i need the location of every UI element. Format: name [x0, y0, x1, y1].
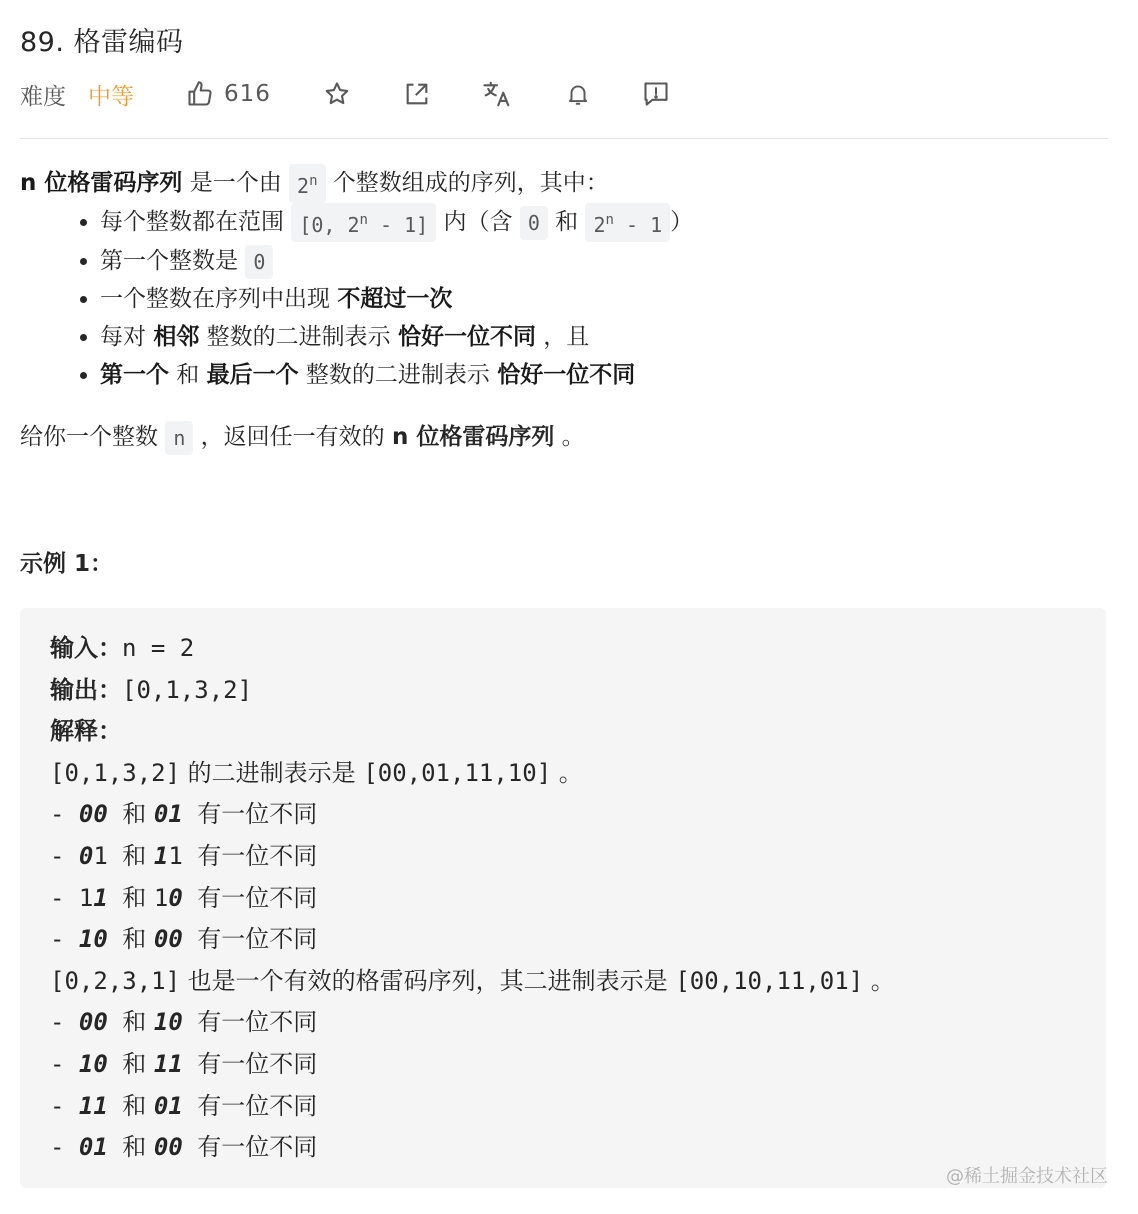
feedback-button[interactable]: [642, 78, 670, 110]
notification-button[interactable]: [565, 78, 591, 110]
intro-text: 是一个由: [182, 170, 290, 196]
task-statement: 给你一个整数 n ，返回任一有效的 n 位格雷码序列 。: [20, 418, 585, 456]
thumbs-up-icon: [186, 80, 214, 108]
example-output: 输出：[0,1,3,2]: [50, 675, 253, 704]
example-line: - 01 和 00 有一位不同: [50, 1133, 318, 1162]
inline-code: [0, 2$^n$ - 1]: [291, 203, 436, 242]
share-button[interactable]: [403, 78, 431, 110]
rule-item: 每对 相邻 整数的二进制表示 恰好一位不同 ，且: [20, 318, 1110, 356]
example-line: - 10 和 11 有一位不同: [50, 1049, 318, 1078]
example-line: - 01 和 11 有一位不同: [50, 841, 318, 870]
intro-term: n 位格雷码序列: [20, 170, 183, 196]
inline-code: 0: [520, 206, 548, 240]
feedback-icon: [642, 80, 670, 108]
rule-item: 第一个 和 最后一个 整数的二进制表示 恰好一位不同: [20, 356, 1110, 394]
example-line: - 11 和 10 有一位不同: [50, 883, 318, 912]
inline-code: n: [165, 421, 193, 455]
difficulty-value: 中等: [88, 83, 134, 110]
example-input: 输入：n = 2: [50, 634, 195, 662]
like-count: 616: [224, 81, 271, 107]
problem-title: 89. 格雷编码: [20, 27, 184, 58]
inline-code: 2$^n$ - 1: [585, 203, 670, 242]
example-line: [0,2,3,1] 也是一个有效的格雷码序列，其二进制表示是 [00,10,11,01] 。: [50, 966, 895, 995]
inline-code: 2$^n$: [289, 164, 325, 203]
example-line: - 00 和 01 有一位不同: [50, 800, 318, 829]
rule-item: 每个整数都在范围 [0, 2$^n$ - 1] 内（含 0 和 2$^n$ - 1 ）: [20, 203, 1110, 242]
example-block: [20, 608, 1106, 1188]
example-line: - 11 和 01 有一位不同: [50, 1091, 318, 1120]
inline-code: 0: [245, 245, 273, 279]
watermark: @稀土掘金技术社区: [946, 1166, 1108, 1187]
share-icon: [403, 80, 431, 108]
rule-item: 一个整数在序列中出现 不超过一次: [20, 280, 1110, 318]
like-button[interactable]: [186, 78, 271, 110]
example-line: - 10 和 00 有一位不同: [50, 925, 318, 954]
example-line: [0,1,3,2] 的二进制表示是 [00,01,11,10] 。: [50, 758, 583, 787]
translate-button[interactable]: [482, 78, 512, 110]
header-divider: [20, 138, 1108, 139]
example-content: [50, 628, 895, 1169]
difficulty-label: 难度: [20, 83, 66, 110]
rule-item: 第一个整数是 0: [20, 242, 1110, 280]
translate-icon: [482, 79, 512, 109]
favorite-button[interactable]: [323, 78, 351, 110]
problem-toolbar: [20, 78, 1108, 110]
description-intro: [20, 164, 1110, 203]
example-title: 示例 1：: [20, 551, 114, 577]
rules-list: [20, 203, 1110, 394]
problem-description: [20, 164, 1110, 394]
example-explanation-label: 解释：: [50, 717, 122, 746]
star-icon: [323, 80, 351, 108]
intro-text: 个整数组成的序列，其中：: [325, 170, 609, 196]
example-line: - 00 和 10 有一位不同: [50, 1008, 318, 1037]
bell-icon: [565, 81, 591, 107]
